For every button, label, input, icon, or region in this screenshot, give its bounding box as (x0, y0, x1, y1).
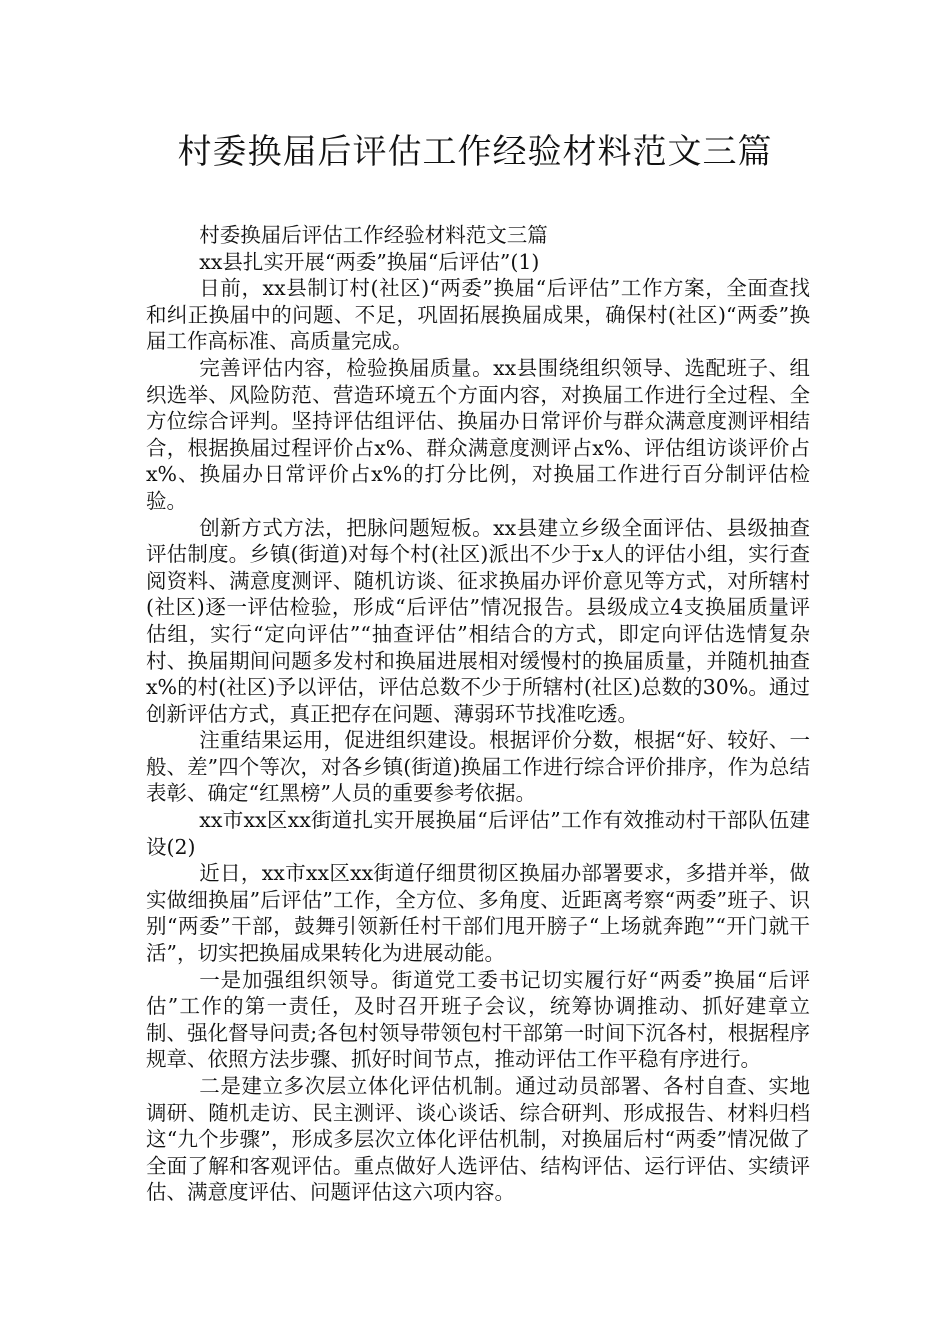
paragraph: 一是加强组织领导。街道党工委书记切实履行好“两委”换届“后评估”工作的第一责任，及时召开班子会议，统筹协调推动、抓好建章立制、强化督导问责;各包村领导带领包村干部第一时间下沉各村，根据程序规章、依照方法步骤、抓好时间节点，推动评估工作平稳有序进行。 (146, 967, 810, 1072)
paragraph-heading: 村委换届后评估工作经验材料范文三篇 (199, 223, 548, 247)
paragraph-section-title-2: xx市xx区xx街道扎实开展换届“后评估”工作有效推动村干部队伍建设(2) (146, 808, 810, 859)
document-title: 村委换届后评估工作经验材料范文三篇 (177, 132, 773, 172)
paragraph: 近日，xx市xx区xx街道仔细贯彻区换届办部署要求，多措并举，做实做细换届”后评估”工作，全方位、多角度、近距离考察“两委”班子、识别“两委”干部，鼓舞引领新任村干部们甩开膀子“上场就奔跑”“开门就干活”，切实把换届成果转化为进展动能。 (146, 861, 810, 966)
paragraph-section-title-1: xx县扎实开展“两委”换届“后评估”(1) (199, 249, 540, 274)
paragraph: 日前，xx县制订村(社区)“两委”换届“后评估”工作方案，全面查找和纠正换届中的问题、不足，巩固拓展换届成果，确保村(社区)“两委”换届工作高标准、高质量完成。 (146, 276, 810, 354)
document-body (146, 222, 810, 1206)
paragraph: 二是建立多次层立体化评估机制。通过动员部署、各村自查、实地调研、随机走访、民主测评、谈心谈话、综合研判、形成报告、材料归档这“九个步骤”，形成多层次立体化评估机制，对换届后村“两委”情况做了全面了解和客观评估。重点做好人选评估、结构评估、运行评估、实绩评估、满意度评估、问题评估这六项内容。 (146, 1074, 810, 1205)
paragraph: 完善评估内容，检验换届质量。xx县围绕组织领导、选配班子、组织选举、风险防范、营造环境五个方面内容，对换届工作进行全过程、全方位综合评判。坚持评估组评估、换届办日常评价与群众满意度测评相结合，根据换届过程评价占x%、群众满意度测评占x%、评估组访谈评价占x%、换届办日常评价占x%的打分比例，对换届工作进行百分制评估检验。 (146, 355, 810, 513)
paragraph: 注重结果运用，促进组织建设。根据评价分数，根据“好、较好、一般、差”四个等次，对各乡镇(街道)换届工作进行综合评价排序，作为总结表彰、确定“红黑榜”人员的重要参考依据。 (146, 728, 810, 806)
paragraph: 创新方式方法，把脉问题短板。xx县建立乡级全面评估、县级抽查评估制度。乡镇(街道)对每个村(社区)派出不少于x人的评估小组，实行查阅资料、满意度测评、随机访谈、征求换届办评价意见等方式，对所辖村(社区)逐一评估检验，形成“后评估”情况报告。县级成立4支换届质量评估组，实行“定向评估”“抽查评估”相结合的方式，即定向评估选情复杂村、换届期间问题多发村和换届进展相对缓慢村的换届质量，并随机抽查x%的村(社区)予以评估，评估总数不少于所辖村(社区)总数的30%。通过创新评估方式，真正把存在问题、薄弱环节找准吃透。 (146, 515, 810, 726)
